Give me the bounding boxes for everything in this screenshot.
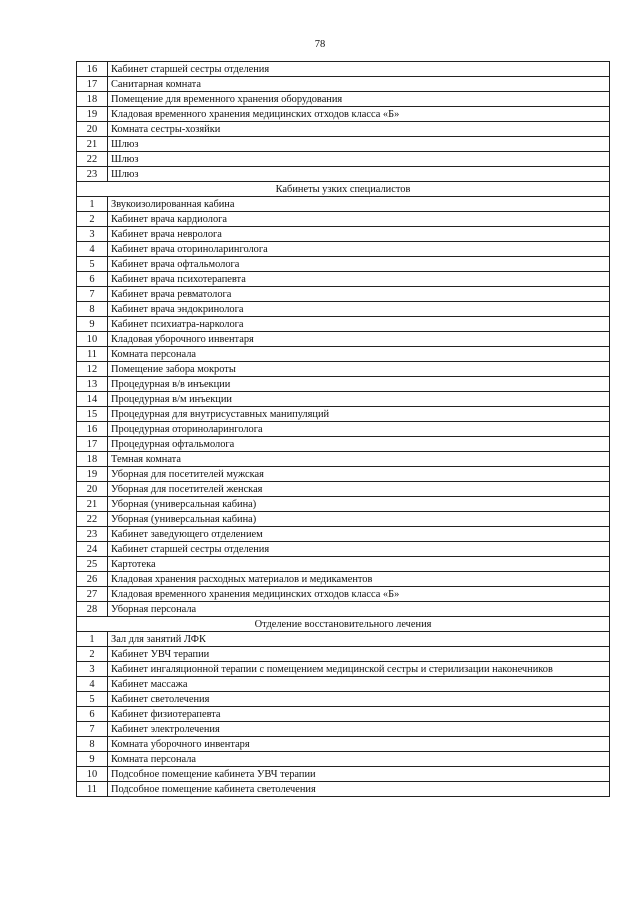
table-row	[77, 362, 610, 377]
room-name: Комната уборочного инвентаря	[108, 737, 610, 752]
rooms-table	[76, 61, 610, 797]
room-name: Уборная для посетителей мужская	[108, 467, 610, 482]
row-number: 17	[77, 77, 108, 92]
room-name: Кабинет физиотерапевта	[108, 707, 610, 722]
row-number: 26	[77, 572, 108, 587]
row-number: 9	[77, 752, 108, 767]
table-row	[77, 422, 610, 437]
room-name: Темная комната	[108, 452, 610, 467]
room-name: Кабинет психиатра-нарколога	[108, 317, 610, 332]
table-row	[77, 722, 610, 737]
room-name: Шлюз	[108, 137, 610, 152]
row-number: 19	[77, 467, 108, 482]
table-row	[77, 767, 610, 782]
row-number: 22	[77, 512, 108, 527]
room-name: Комната персонала	[108, 347, 610, 362]
table-row	[77, 302, 610, 317]
room-name: Кабинет старшей сестры отделения	[108, 542, 610, 557]
row-number: 15	[77, 407, 108, 422]
row-number: 5	[77, 692, 108, 707]
row-number: 1	[77, 632, 108, 647]
room-name: Процедурная в/в инъекции	[108, 377, 610, 392]
row-number: 8	[77, 302, 108, 317]
table-row	[77, 587, 610, 602]
room-name: Звукоизолированная кабина	[108, 197, 610, 212]
table-row	[77, 392, 610, 407]
room-name: Уборная для посетителей женская	[108, 482, 610, 497]
row-number: 11	[77, 347, 108, 362]
row-number: 21	[77, 497, 108, 512]
room-name: Кабинет врача ревматолога	[108, 287, 610, 302]
row-number: 1	[77, 197, 108, 212]
table-row	[77, 602, 610, 617]
table-row	[77, 752, 610, 767]
table-row	[77, 227, 610, 242]
room-name: Подсобное помещение кабинета УВЧ терапии	[108, 767, 610, 782]
table-row	[77, 332, 610, 347]
table-row	[77, 542, 610, 557]
room-name: Кладовая временного хранения медицинских отходов класса «Б»	[108, 107, 610, 122]
row-number: 16	[77, 422, 108, 437]
table-row	[77, 407, 610, 422]
row-number: 18	[77, 92, 108, 107]
room-name: Процедурная офтальмолога	[108, 437, 610, 452]
room-name: Санитарная комната	[108, 77, 610, 92]
room-name: Шлюз	[108, 152, 610, 167]
section-title: Отделение восстановительного лечения	[77, 617, 610, 632]
table-row	[77, 497, 610, 512]
row-number: 6	[77, 707, 108, 722]
room-name: Кабинет заведующего отделением	[108, 527, 610, 542]
row-number: 5	[77, 257, 108, 272]
row-number: 14	[77, 392, 108, 407]
room-name: Кладовая уборочного инвентаря	[108, 332, 610, 347]
room-name: Помещение для временного хранения оборудования	[108, 92, 610, 107]
row-number: 21	[77, 137, 108, 152]
section-header-row	[77, 182, 610, 197]
row-number: 2	[77, 212, 108, 227]
room-name: Процедурная для внутрисуставных манипуляций	[108, 407, 610, 422]
table-row	[77, 152, 610, 167]
table-row	[77, 557, 610, 572]
row-number: 8	[77, 737, 108, 752]
row-number: 23	[77, 527, 108, 542]
row-number: 7	[77, 287, 108, 302]
row-number: 27	[77, 587, 108, 602]
room-name: Комната сестры-хозяйки	[108, 122, 610, 137]
table-row	[77, 62, 610, 77]
table-row	[77, 707, 610, 722]
room-name: Процедурная в/м инъекции	[108, 392, 610, 407]
room-name: Кладовая временного хранения медицинских отходов класса «Б»	[108, 587, 610, 602]
table-row	[77, 437, 610, 452]
row-number: 10	[77, 767, 108, 782]
room-name: Уборная персонала	[108, 602, 610, 617]
table-row	[77, 197, 610, 212]
room-name: Кабинет электролечения	[108, 722, 610, 737]
table-row	[77, 512, 610, 527]
room-name: Кабинет массажа	[108, 677, 610, 692]
row-number: 12	[77, 362, 108, 377]
table-row	[77, 647, 610, 662]
table-row	[77, 482, 610, 497]
row-number: 3	[77, 227, 108, 242]
row-number: 25	[77, 557, 108, 572]
table-row	[77, 212, 610, 227]
room-name: Подсобное помещение кабинета светолечения	[108, 782, 610, 797]
room-name: Шлюз	[108, 167, 610, 182]
table-row	[77, 782, 610, 797]
table-row	[77, 92, 610, 107]
room-name: Кабинет УВЧ терапии	[108, 647, 610, 662]
table-row	[77, 77, 610, 92]
table-row	[77, 137, 610, 152]
row-number: 9	[77, 317, 108, 332]
table-row	[77, 527, 610, 542]
table-row	[77, 242, 610, 257]
room-name: Кабинет врача психотерапевта	[108, 272, 610, 287]
table-row	[77, 467, 610, 482]
room-name: Кабинет врача кардиолога	[108, 212, 610, 227]
row-number: 28	[77, 602, 108, 617]
row-number: 2	[77, 647, 108, 662]
row-number: 18	[77, 452, 108, 467]
table-row	[77, 347, 610, 362]
row-number: 4	[77, 677, 108, 692]
table-row	[77, 572, 610, 587]
page-number: 78	[314, 39, 326, 50]
room-name: Кабинет светолечения	[108, 692, 610, 707]
row-number: 10	[77, 332, 108, 347]
room-name: Кабинет врача офтальмолога	[108, 257, 610, 272]
row-number: 20	[77, 122, 108, 137]
room-name: Уборная (универсальная кабина)	[108, 512, 610, 527]
row-number: 22	[77, 152, 108, 167]
room-name: Картотека	[108, 557, 610, 572]
row-number: 6	[77, 272, 108, 287]
table-row	[77, 317, 610, 332]
room-name: Кладовая хранения расходных материалов и медикаментов	[108, 572, 610, 587]
row-number: 4	[77, 242, 108, 257]
row-number: 3	[77, 662, 108, 677]
row-number: 11	[77, 782, 108, 797]
table-row	[77, 677, 610, 692]
section-header-row	[77, 617, 610, 632]
room-name: Зал для занятий ЛФК	[108, 632, 610, 647]
rooms-table-body	[77, 62, 610, 797]
table-row	[77, 167, 610, 182]
row-number: 16	[77, 62, 108, 77]
room-name: Кабинет ингаляционной терапии с помещением медицинской сестры и стерилизации наконечников	[108, 662, 610, 677]
table-row	[77, 377, 610, 392]
table-row	[77, 122, 610, 137]
room-name: Помещение забора мокроты	[108, 362, 610, 377]
table-row	[77, 272, 610, 287]
table-row	[77, 692, 610, 707]
room-name: Кабинет врача невролога	[108, 227, 610, 242]
table-row	[77, 452, 610, 467]
row-number: 13	[77, 377, 108, 392]
room-name: Кабинет врача оториноларинголога	[108, 242, 610, 257]
table-row	[77, 107, 610, 122]
room-name: Процедурная оториноларинголога	[108, 422, 610, 437]
table-row	[77, 737, 610, 752]
row-number: 24	[77, 542, 108, 557]
row-number: 20	[77, 482, 108, 497]
table-row	[77, 257, 610, 272]
row-number: 23	[77, 167, 108, 182]
table-row	[77, 632, 610, 647]
room-name: Комната персонала	[108, 752, 610, 767]
table-row	[77, 287, 610, 302]
room-name: Кабинет старшей сестры отделения	[108, 62, 610, 77]
room-name: Кабинет врача эндокринолога	[108, 302, 610, 317]
row-number: 19	[77, 107, 108, 122]
room-name: Уборная (универсальная кабина)	[108, 497, 610, 512]
section-title: Кабинеты узких специалистов	[77, 182, 610, 197]
table-row	[77, 662, 610, 677]
row-number: 7	[77, 722, 108, 737]
row-number: 17	[77, 437, 108, 452]
